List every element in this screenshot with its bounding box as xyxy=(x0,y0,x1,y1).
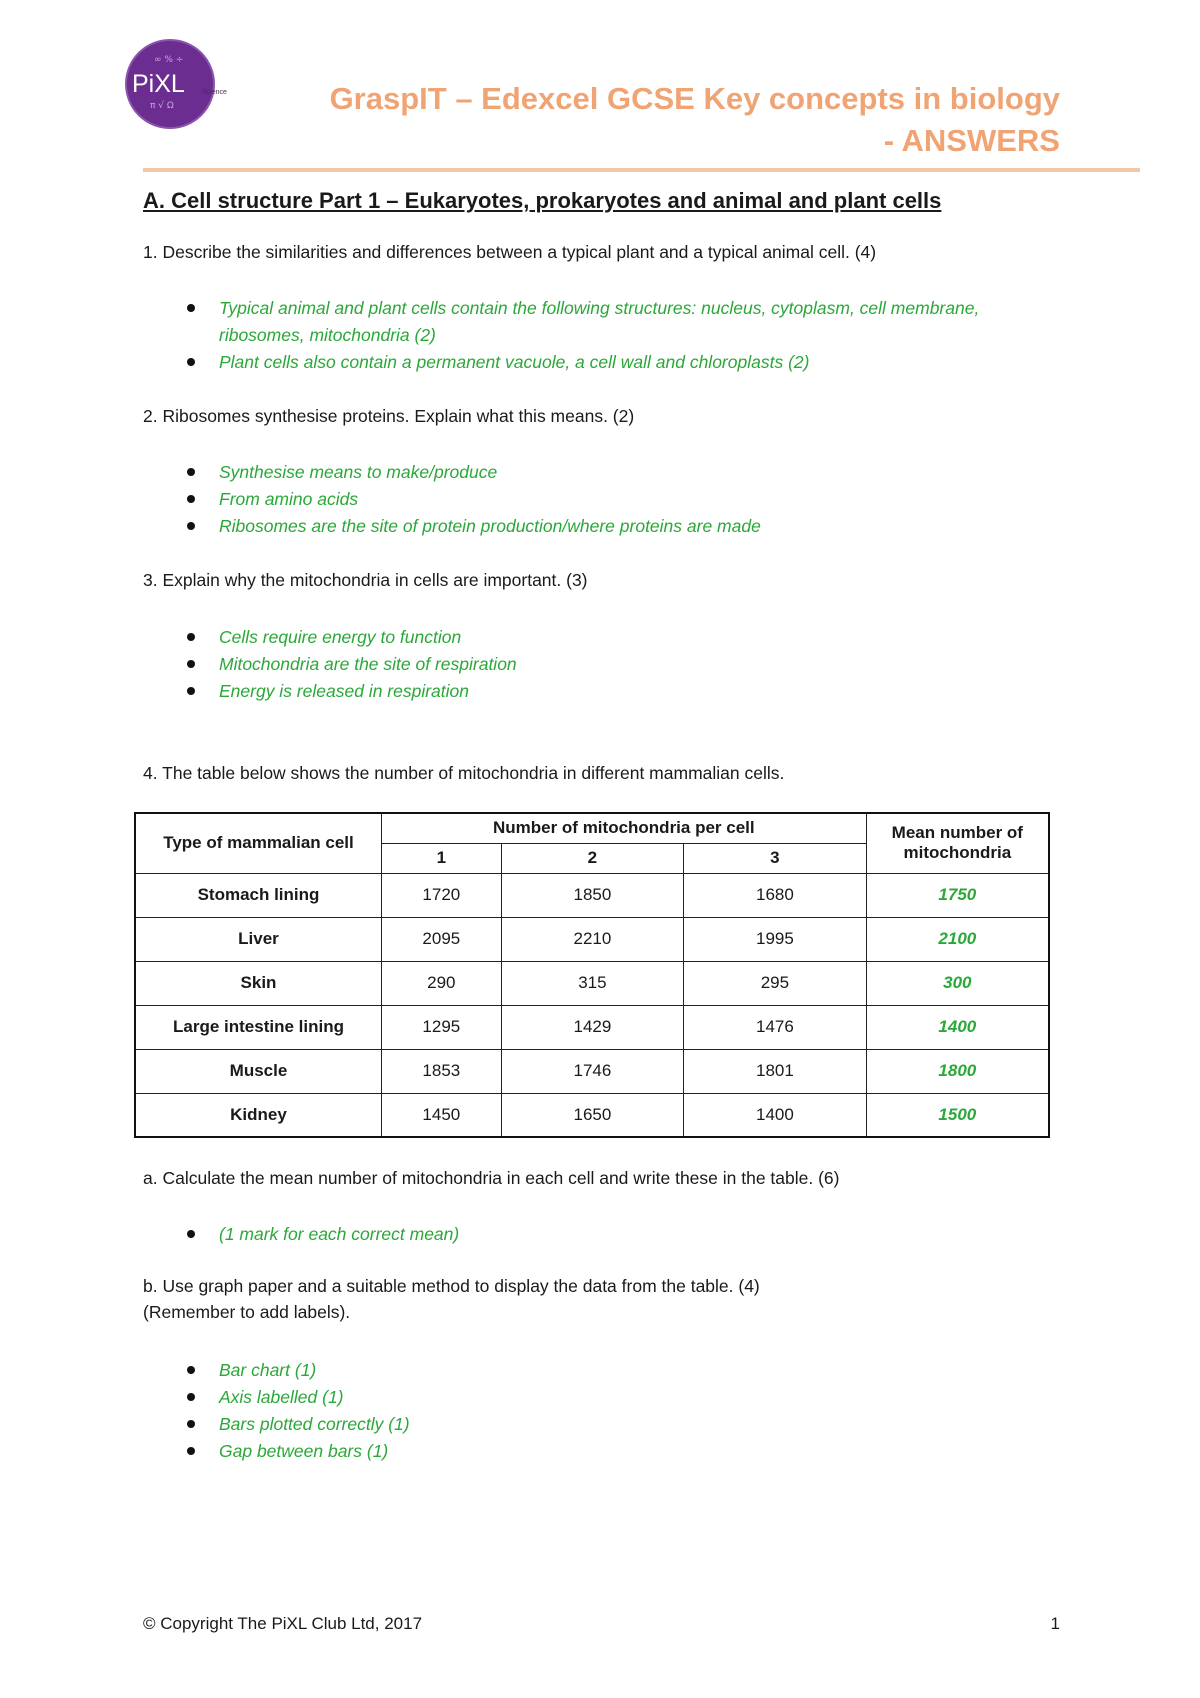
table-row xyxy=(135,873,1049,917)
logo-subtext: Science xyxy=(202,89,227,96)
question-2: 2. Ribosomes synthesise proteins. Explain what this means. (2) xyxy=(143,406,635,426)
question-1-answers xyxy=(175,295,1035,376)
title-line-2: - ANSWERS xyxy=(883,123,1060,158)
table-row xyxy=(135,1049,1049,1093)
answer-item: From amino acids xyxy=(175,486,1035,513)
cell-mean: 1800 xyxy=(866,1049,1049,1093)
cell-value: 1650 xyxy=(501,1093,683,1137)
svg-text:π √ Ω: π √ Ω xyxy=(150,101,174,111)
bullet-icon xyxy=(187,633,195,641)
cell-value: 290 xyxy=(381,961,501,1005)
document-title xyxy=(330,78,1060,162)
cell-value: 2210 xyxy=(501,917,683,961)
cell-value: 2095 xyxy=(381,917,501,961)
cell-value: 1850 xyxy=(501,873,683,917)
question-4a: a. Calculate the mean number of mitochondria in each cell and write these in the table. (6) xyxy=(143,1168,840,1188)
mitochondria-table xyxy=(134,812,1050,1138)
cell-type: Liver xyxy=(135,917,381,961)
cell-mean: 300 xyxy=(866,961,1049,1005)
answer-item: Mitochondria are the site of respiration xyxy=(175,651,1035,678)
answer-item: Cells require energy to function xyxy=(175,624,1035,651)
cell-value: 1720 xyxy=(381,873,501,917)
logo-text: PiXL xyxy=(132,70,185,98)
bullet-icon xyxy=(187,1366,195,1374)
question-3: 3. Explain why the mitochondria in cells are important. (3) xyxy=(143,570,588,590)
cell-type: Skin xyxy=(135,961,381,1005)
question-4b-answers xyxy=(175,1357,1035,1465)
cell-value: 1429 xyxy=(501,1005,683,1049)
cell-value: 1746 xyxy=(501,1049,683,1093)
header-cell-mean: Mean number of mitochondria xyxy=(866,813,1049,873)
question-4b: b. Use graph paper and a suitable method to display the data from the table. (4) xyxy=(143,1276,760,1296)
answer-item: Bar chart (1) xyxy=(175,1357,1035,1384)
question-4a-answers xyxy=(175,1221,1035,1248)
table-row xyxy=(135,1093,1049,1137)
cell-mean: 2100 xyxy=(866,917,1049,961)
bullet-icon xyxy=(187,1230,195,1238)
answer-item: Bars plotted correctly (1) xyxy=(175,1411,1035,1438)
cell-value: 1853 xyxy=(381,1049,501,1093)
answer-item: Plant cells also contain a permanent vacuole, a cell wall and chloroplasts (2) xyxy=(175,349,1035,376)
answer-item: Ribosomes are the site of protein production/where proteins are made xyxy=(175,513,1035,540)
bullet-icon xyxy=(187,687,195,695)
cell-value: 1801 xyxy=(684,1049,866,1093)
cell-mean: 1750 xyxy=(866,873,1049,917)
subheader-cell: 2 xyxy=(501,843,683,873)
answer-item: Energy is released in respiration xyxy=(175,678,1035,705)
answer-item: (1 mark for each correct mean) xyxy=(175,1221,1035,1248)
title-divider xyxy=(143,168,1140,172)
bullet-icon xyxy=(187,1447,195,1455)
answer-item: Typical animal and plant cells contain the following structures: nucleus, cytoplasm, cell membrane, ribosomes, mitochondria (2) xyxy=(175,295,1035,349)
table-row xyxy=(135,1005,1049,1049)
question-2-answers xyxy=(175,459,1035,540)
cell-value: 295 xyxy=(684,961,866,1005)
pixl-logo xyxy=(120,36,246,132)
cell-type: Kidney xyxy=(135,1093,381,1137)
question-4b-note: (Remember to add labels). xyxy=(143,1302,351,1322)
table-row xyxy=(135,961,1049,1005)
header-cell-type: Type of mammalian cell xyxy=(135,813,381,873)
cell-type: Muscle xyxy=(135,1049,381,1093)
cell-value: 1476 xyxy=(684,1005,866,1049)
bullet-icon xyxy=(187,660,195,668)
cell-value: 1295 xyxy=(381,1005,501,1049)
cell-value: 1995 xyxy=(684,917,866,961)
svg-text:∞ % ÷: ∞ % ÷ xyxy=(154,55,184,65)
question-4: 4. The table below shows the number of mitochondria in different mammalian cells. xyxy=(143,763,785,783)
bullet-icon xyxy=(187,522,195,530)
bullet-icon xyxy=(187,495,195,503)
bullet-icon xyxy=(187,1420,195,1428)
section-heading: A. Cell structure Part 1 – Eukaryotes, prokaryotes and animal and plant cells xyxy=(143,188,942,213)
subheader-cell: 3 xyxy=(684,843,866,873)
table-row xyxy=(135,917,1049,961)
cell-type: Large intestine lining xyxy=(135,1005,381,1049)
cell-value: 1450 xyxy=(381,1093,501,1137)
footer-copyright: © Copyright The PiXL Club Ltd, 2017 xyxy=(143,1614,423,1633)
cell-mean: 1500 xyxy=(866,1093,1049,1137)
cell-value: 1400 xyxy=(684,1093,866,1137)
answer-item: Axis labelled (1) xyxy=(175,1384,1035,1411)
page-number: 1 xyxy=(1050,1614,1060,1633)
answer-item: Synthesise means to make/produce xyxy=(175,459,1035,486)
cell-value: 1680 xyxy=(684,873,866,917)
cell-value: 315 xyxy=(501,961,683,1005)
header-cell-group: Number of mitochondria per cell xyxy=(381,813,866,843)
bullet-icon xyxy=(187,1393,195,1401)
bullet-icon xyxy=(187,358,195,366)
question-3-answers xyxy=(175,624,1035,705)
title-line-1: GraspIT – Edexcel GCSE Key concepts in biology xyxy=(329,81,1060,116)
cell-type: Stomach lining xyxy=(135,873,381,917)
bullet-icon xyxy=(187,468,195,476)
bullet-icon xyxy=(187,304,195,312)
question-1: 1. Describe the similarities and differences between a typical plant and a typical animal cell. (4) xyxy=(143,242,877,262)
cell-mean: 1400 xyxy=(866,1005,1049,1049)
answer-item: Gap between bars (1) xyxy=(175,1438,1035,1465)
subheader-cell: 1 xyxy=(381,843,501,873)
